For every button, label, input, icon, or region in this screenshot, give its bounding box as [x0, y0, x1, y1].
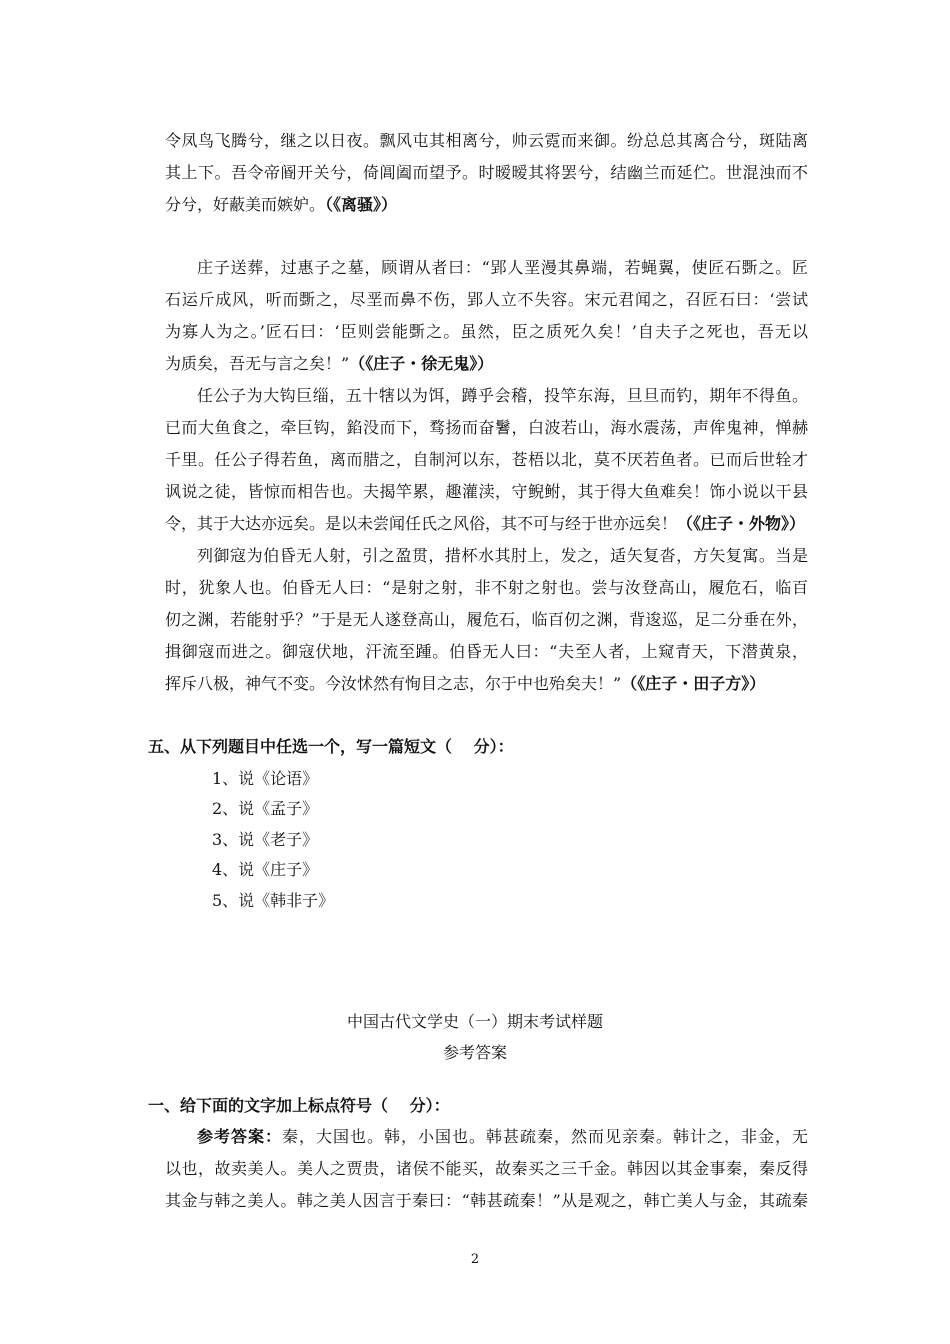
- list-item: 3、说《老子》: [212, 830, 319, 849]
- tianzifang-line-1: 列御寇为伯昏无人射，引之盈贯，措杯水其肘上，发之，适矢复沓，方矢复寓。当是: [197, 546, 808, 565]
- xuwugui-source: （《庄子・徐无鬼》）: [349, 354, 494, 373]
- xuwugui-line-4: [165, 354, 493, 374]
- waiwu-line-3: 千里。任公子得若鱼，离而腊之，自制河以东，苍梧以北，莫不厌若鱼者。已而后世辁才: [165, 450, 808, 469]
- section5-heading: 五、从下列题目中任选一个，写一篇短文（ 分）：: [148, 737, 514, 756]
- lisao-line-1: 令凤鸟飞腾兮，继之以日夜。飘风屯其相离兮，帅云霓而来御。纷总总其离合兮，斑陆离: [165, 131, 808, 150]
- tianzifang-line-4: 揖御寇而进之。御寇伏地，汗流至踵。伯昏无人曰：“夫至人者，上窥青天，下潜黄泉，: [165, 642, 808, 661]
- waiwu-text: 令，其于大达亦远矣。是以未尝闻任氏之风俗，其不可与经于世亦远矣！: [165, 514, 678, 533]
- xuwugui-line-2: 石运斤成风，听而斲之，尽垩而鼻不伤，郢人立不失容。宋元君闻之，召匠石曰：‘尝试: [165, 290, 808, 309]
- answer-label: 参考答案：: [197, 1127, 282, 1146]
- lisao-source: （《离骚》）: [325, 195, 398, 214]
- list-item: 1、说《论语》: [212, 769, 319, 788]
- lisao-line-2: 其上下。吾令帝阍开关兮，倚阊阖而望予。时暧暧其将罢兮，结幽兰而延伫。世混浊而不: [165, 163, 808, 182]
- tianzifang-line-3: 仞之渊，若能射乎？”于是无人遂登高山，履危石，临百仞之渊，背逡巡，足二分垂在外，: [165, 610, 808, 629]
- tianzifang-line-5: [165, 674, 765, 694]
- waiwu-line-5: [165, 514, 805, 534]
- answer-subtitle: 参考答案: [442, 1043, 507, 1062]
- waiwu-line-1: 任公子为大钩巨缁，五十犗以为饵，蹲乎会稽，投竿东海，旦旦而钓，期年不得鱼。: [197, 386, 808, 405]
- tianzifang-line-2: 时，犹象人也。伯昏无人曰：“是射之射，非不射之射也。尝与汝登高山，履危石，临百: [165, 578, 808, 597]
- xuwugui-text: 为质矣，吾无与言之矣！”: [165, 354, 350, 373]
- section1-heading: 一、给下面的文字加上标点符号（ 分）：: [148, 1096, 450, 1115]
- list-item: 2、说《孟子》: [212, 799, 319, 818]
- waiwu-source: （《庄子・外物》）: [677, 514, 806, 533]
- answer-title: 中国古代文学史（一）期末考试样题: [346, 1012, 603, 1031]
- tianzifang-source: （《庄子・田子方》）: [621, 674, 766, 693]
- answer-line-3: 其金与韩之美人。韩之美人因言于秦曰：“韩甚疏秦！”从是观之，韩亡美人与金，其疏秦: [165, 1191, 808, 1210]
- answer-line-1: [197, 1127, 808, 1147]
- waiwu-line-2: 已而大鱼食之，牵巨钩，錎没而下，骛扬而奋鬐，白波若山，海水震荡，声侔鬼神，惮赫: [165, 418, 808, 437]
- list-item: 4、说《庄子》: [212, 860, 319, 879]
- tianzifang-text: 挥斥八极，神气不变。今汝怵然有恂目之志，尔于中也殆矣夫！”: [165, 674, 622, 693]
- list-item: 5、说《韩非子》: [212, 891, 335, 910]
- page-number: 2: [470, 1252, 480, 1267]
- answer-text: 秦，大国也。韩，小国也。韩甚疏秦，然而见亲秦。韩计之，非金，无: [282, 1127, 808, 1146]
- waiwu-line-4: 讽说之徒，皆惊而相告也。夫揭竿累，趣灌渎，守鲵鲋，其于得大鱼难矣！饰小说以干县: [165, 482, 808, 501]
- xuwugui-line-1: 庄子送葬，过惠子之墓，顾谓从者曰：“郢人垩漫其鼻端，若蝇翼，使匠石斲之。匠: [197, 258, 808, 277]
- lisao-line-3: [165, 195, 397, 215]
- lisao-text: 分兮，好蔽美而嫉妒。: [165, 195, 326, 214]
- answer-line-2: 以也，故卖美人。美人之贾贵，诸侯不能买，故秦买之三千金。韩因以其金事秦，秦反得: [165, 1159, 808, 1178]
- xuwugui-line-3: 为寡人为之。’匠石曰：‘臣则尝能斲之。虽然，臣之质死久矣！’自夫子之死也，吾无以: [165, 322, 808, 341]
